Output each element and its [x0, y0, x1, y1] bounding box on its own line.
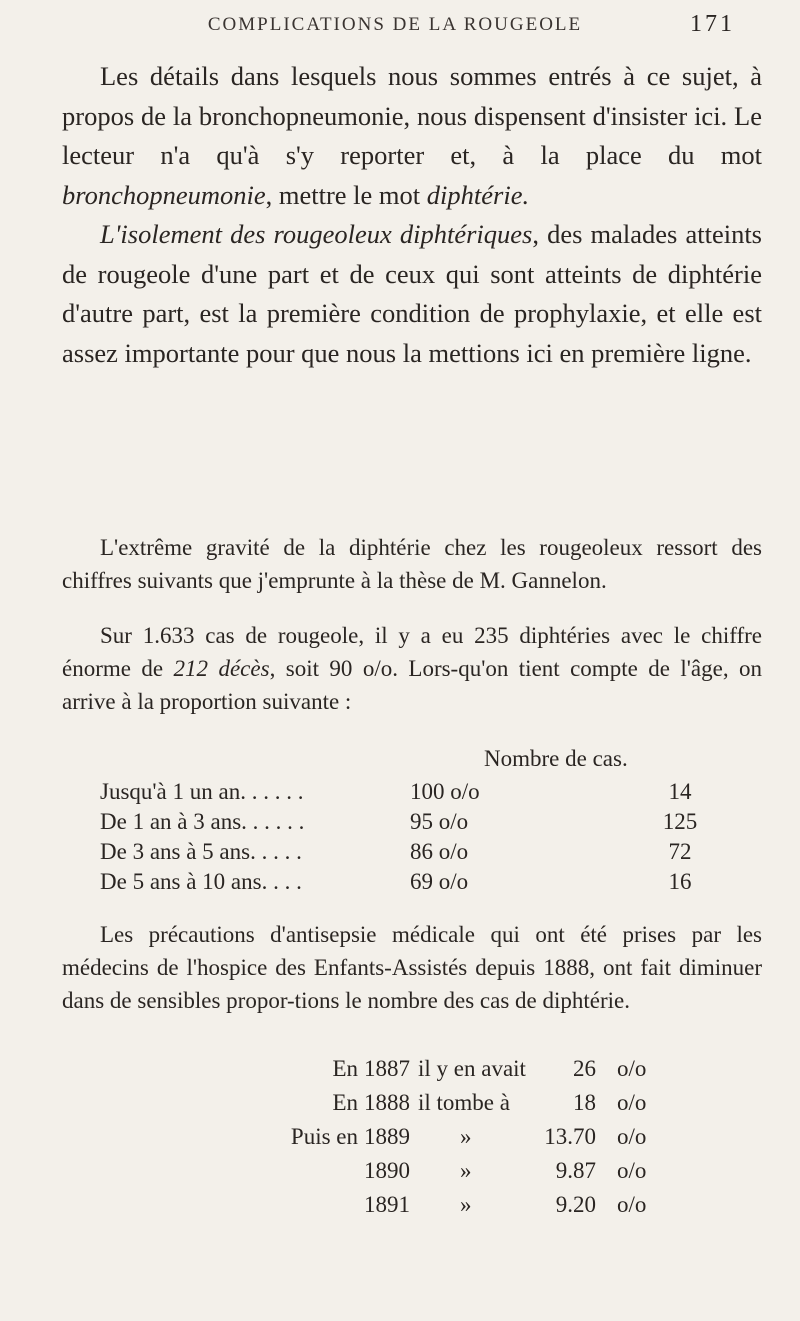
year-row-label: En — [332, 1090, 358, 1115]
year-rate-unit: o/o — [617, 1158, 647, 1183]
p1-text-1: Les détails dans lesquels nous sommes entrés à ce sujet, à propos de la bronchopneumonie, nous dispensent d'insister ici. Le lecteur n'a qu'à s'y reporter et, à la place du mot — [62, 61, 762, 170]
table-row — [0, 1192, 800, 1226]
table-row — [0, 805, 800, 838]
age-percent: 100 o/o — [410, 779, 480, 804]
table-row — [0, 775, 800, 808]
table-row — [0, 1090, 800, 1124]
year-value: 1887 — [364, 1056, 410, 1081]
table-row — [0, 865, 800, 898]
table-row — [0, 1056, 800, 1090]
year-rate: 26 — [573, 1056, 596, 1081]
p3-text-2: , soit 90 o/o. Lors-qu'on tient compte de l'âge, on arrive à la proportion suivante : — [62, 656, 762, 714]
year-rate-unit: o/o — [617, 1192, 647, 1217]
age-cases: 72 — [668, 839, 692, 864]
paragraph-isolation — [62, 57, 762, 373]
p1-text-3: , des malades atteints de rougeole d'une part et de ceux qui sont atteints de diphtérie d'autre part, est la première condition de prophylaxie, et elle est assez importante pour que nous la mettions ici en première ligne. — [62, 219, 762, 368]
year-value: 1888 — [364, 1090, 410, 1115]
year-rate-unit: o/o — [617, 1124, 647, 1149]
paragraph-gravity: L'extrême gravité de la diphtérie chez les rougeoleux ressort des chiffres suivants que j'emprunte à la thèse de M. Gannelon. — [62, 535, 762, 593]
year-row-text: » — [460, 1192, 472, 1217]
year-value: 1889 — [364, 1124, 410, 1149]
paragraph-antisepsis: Les précautions d'antisepsie médicale qui ont été prises par les médecins de l'hospice des Enfants-Assistés depuis 1888, ont fait diminuer dans de sensibles propor-tions le nombre des cas de diphtérie. — [62, 922, 762, 1013]
year-rate: 18 — [573, 1090, 596, 1115]
p3-text-1: Sur 1.633 cas de rougeole, il y a eu 235 diphtéries avec le chiffre énorme de — [62, 623, 762, 681]
age-percent: 95 o/o — [410, 809, 469, 834]
age-cases: 16 — [668, 869, 692, 894]
age-label: De 1 an à 3 ans. . . . . . — [100, 809, 305, 834]
year-row-text: » — [460, 1158, 472, 1183]
year-rate-unit: o/o — [617, 1056, 647, 1081]
p1-italic-bronchopneumonie: bronchopneumonie — [62, 179, 266, 210]
p1-italic-isolement: L'isolement des rougeoleux diphtériques — [100, 219, 533, 249]
year-row-text: il y en avait — [418, 1056, 526, 1081]
table-row — [0, 1158, 800, 1192]
age-table-column-header: Nombre de cas. — [484, 746, 628, 771]
year-value: 1891 — [364, 1192, 410, 1217]
year-row-label: En — [332, 1056, 358, 1081]
year-rate-unit: o/o — [617, 1090, 647, 1115]
age-percent: 86 o/o — [410, 839, 469, 864]
age-label: De 3 ans à 5 ans. . . . . — [100, 839, 302, 864]
age-label: Jusqu'à 1 un an. . . . . . — [100, 779, 304, 804]
age-cases: 14 — [668, 779, 692, 804]
p3-italic-deces: 212 décès — [173, 656, 270, 681]
year-rate: 13.70 — [544, 1124, 596, 1149]
page-header — [0, 8, 800, 44]
running-head: COMPLICATIONS DE LA ROUGEOLE — [207, 14, 583, 35]
table-row — [0, 1124, 800, 1158]
year-rate: 9.20 — [555, 1192, 596, 1217]
year-row-text: il tombe à — [418, 1090, 510, 1115]
paragraph-statistics — [62, 619, 762, 718]
p1-italic-diphterie: diphtérie. — [426, 179, 530, 210]
table-row — [0, 835, 800, 868]
age-label: De 5 ans à 10 ans. . . . — [100, 869, 302, 894]
age-percent: 69 o/o — [410, 869, 469, 894]
year-row-label: Puis en — [290, 1124, 358, 1149]
age-cases: 125 — [662, 809, 698, 834]
page-number: 171 — [690, 11, 735, 37]
year-rate: 9.87 — [555, 1158, 596, 1183]
p1-text-2: , mettre le mot — [265, 179, 427, 210]
year-value: 1890 — [364, 1158, 410, 1183]
year-row-text: » — [460, 1124, 472, 1149]
